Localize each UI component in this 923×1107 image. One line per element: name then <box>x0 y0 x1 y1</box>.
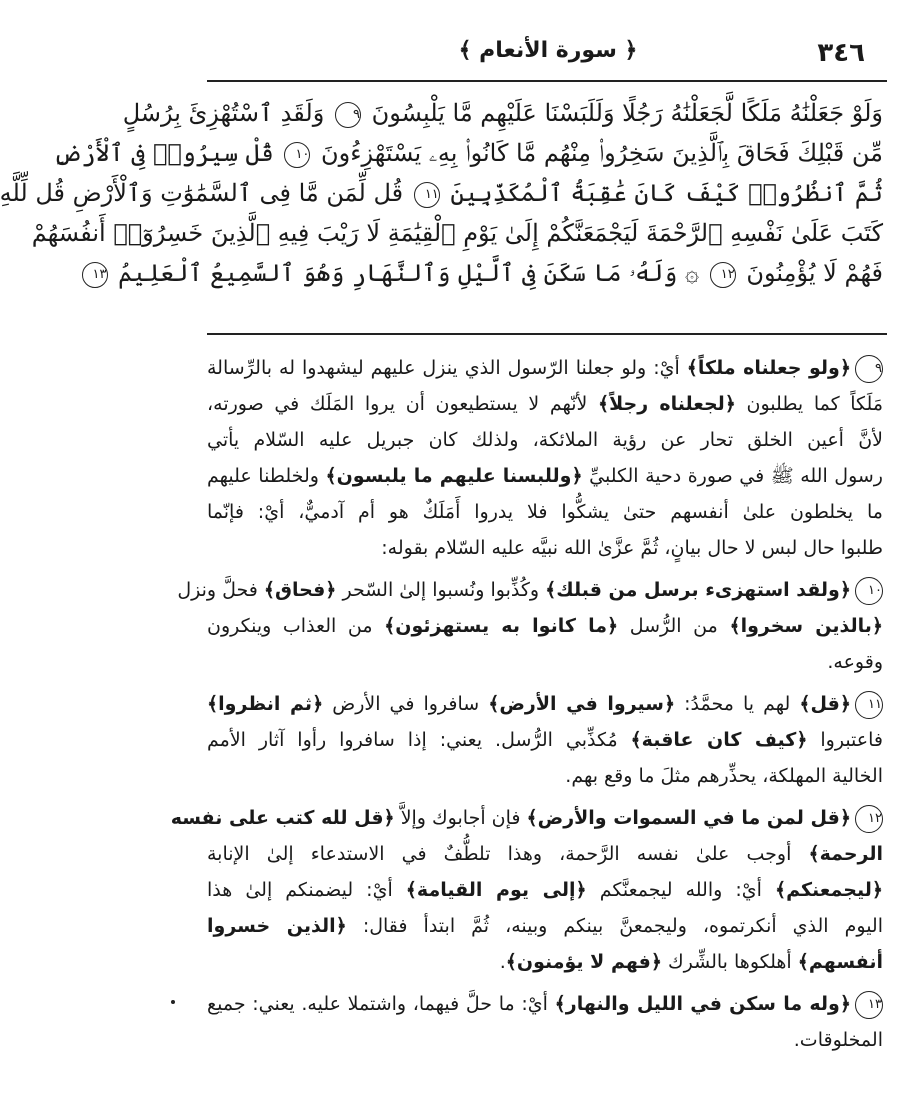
quoted-verse-phrase: ﴿فهم لا يؤمنون﴾ <box>505 951 662 973</box>
commentary-line <box>207 530 883 566</box>
quoted-verse-phrase: أنفسهم﴾ <box>797 951 883 973</box>
quran-text-segment: وَلَوْ جَعَلْنَٰهُ مَلَكًا لَّجَعَلْنَٰهُ رَجُلًا وَلَلَبَسْنَا عَلَيْهِم مَّا يَلْبِسُونَ <box>371 99 883 127</box>
quran-text-block <box>0 93 883 293</box>
commentary-text: الخالية المهلكة، يحذِّرهم مثلَ ما وقع بهم. <box>565 765 883 787</box>
commentary-line <box>207 644 883 680</box>
quran-text-segment: مِّن قَبْلِكَ فَحَاقَ بِٱلَّذِينَ سَخِرُوا۟ مِنْهُم مَّا كَانُوا۟ بِهِۦ يَسْتَهْزِءُونَ <box>321 139 883 167</box>
commentary-entry <box>177 572 884 680</box>
quoted-verse-phrase: ﴿إلى يوم القيامة﴾ <box>405 879 587 901</box>
verse-number-badge: ٩ <box>855 355 883 383</box>
commentary-text: فإن أجابوك وإلاَّ <box>394 807 527 829</box>
commentary-line <box>207 758 883 794</box>
commentary-line <box>207 686 883 722</box>
commentary-text: مَلَكاً كما يطلبون <box>735 393 884 415</box>
quran-line <box>31 213 883 253</box>
quoted-verse-phrase: ﴿وللبسنا عليهم ما يلبسون﴾ <box>325 465 583 487</box>
commentary-line <box>207 608 883 644</box>
section-divider <box>207 333 887 335</box>
commentary-line <box>207 944 883 980</box>
verse-number-marker: ١٢ <box>710 262 736 288</box>
commentary-text: لهم يا محمَّدُ: <box>675 693 800 715</box>
quran-line <box>122 93 883 133</box>
quoted-verse-phrase: ﴿كيف كان عاقبة﴾ <box>630 729 808 751</box>
quran-text-segment: فَهُمْ لَا يُؤْمِنُونَ <box>746 259 883 287</box>
commentary-text: . <box>499 951 506 973</box>
commentary-text: ولخلطنا عليهم <box>207 465 326 487</box>
commentary-line <box>207 722 883 758</box>
commentary-line <box>207 836 883 872</box>
quoted-verse-phrase: ﴿قل لله كتب على نفسه <box>170 807 395 829</box>
commentary-text: طلبوا حال لبس لا حال بيانٍ، ثُمَّ عزَّىٰ الله نبيَّه عليه السّلام بقوله: <box>381 537 883 559</box>
quoted-verse-phrase: ﴿الذين خسروا <box>207 915 347 937</box>
commentary-text: ما يخلطون علىٰ أنفسهم حتىٰ يشكُّوا فلا يدروا أَمَلَكٌ هو أم آدميٌّ، أيْ: فإنّما <box>207 501 883 523</box>
commentary-text: فاعتبروا <box>807 729 883 751</box>
quoted-verse-phrase: ﴿وله ما سكن في الليل والنهار﴾ <box>554 993 851 1015</box>
quoted-verse-phrase: ﴿قل﴾ <box>799 693 851 715</box>
commentary-text: أيْ: ليضمنكم إلىٰ هذا <box>207 879 406 901</box>
quoted-verse-phrase: ﴿قل لمن ما في السموات والأرض﴾ <box>526 807 851 829</box>
commentary-line <box>170 800 883 836</box>
commentary-text: مُكذِّبي الرُّسل. يعني: إذا سافروا رأوا آثار الأمم <box>207 729 631 751</box>
commentary-entry <box>207 350 883 566</box>
verse-number-badge: ١٣ <box>855 991 883 1019</box>
verse-number-marker: ١١ <box>414 182 440 208</box>
verse-number-marker: ٩ <box>335 102 361 128</box>
quoted-verse-phrase: الرحمة﴾ <box>808 843 883 865</box>
margin-dot <box>171 1000 175 1004</box>
quoted-verse-phrase: ﴿ولو جعلناه ملكاً﴾ <box>686 357 851 379</box>
commentary-entry <box>207 986 883 1058</box>
quoted-verse-phrase: ﴿فحاق﴾ <box>263 579 337 601</box>
commentary-line <box>207 494 883 530</box>
commentary-text: من العذاب وينكرون <box>207 615 385 637</box>
commentary-line <box>207 458 883 494</box>
verse-number-badge: ١٠ <box>855 577 883 605</box>
commentary-text: فحلَّ ونزل <box>177 579 264 601</box>
quran-text-segment: كَتَبَ عَلَىٰ نَفْسِهِ ٱلرَّحْمَةَ لَيَجْمَعَنَّكُمْ إِلَىٰ يَوْمِ ٱلْقِيَٰمَةِ لَا رَيْبَ فِيهِ ٱلَّذِينَ خَسِرُوٓا۟ أَنفُسَهُمْ <box>31 219 883 247</box>
commentary-line <box>207 386 883 422</box>
commentary-text: أيْ: ما حلَّ فيهما، واشتملا عليه. يعني: جميع <box>207 993 555 1015</box>
quran-line <box>53 133 883 173</box>
commentary-text: أوجب علىٰ نفسه الرَّحمة، وهذا تلطُّفٌ في الاستدعاء إلىٰ الإنابة <box>207 843 809 865</box>
verse-number-marker: ١٠ <box>284 142 310 168</box>
commentary-line <box>207 422 883 458</box>
quoted-verse-phrase: ﴿بالذين سخروا﴾ <box>729 615 884 637</box>
quran-line <box>0 173 883 213</box>
commentary-text: أهلكوها بالشِّرك <box>661 951 798 973</box>
quoted-verse-phrase: ﴿ثم انظروا﴾ <box>207 693 324 715</box>
commentary-line <box>207 1022 883 1058</box>
commentary-line <box>207 986 883 1022</box>
page-number: ٣٤٦ <box>817 38 865 68</box>
verse-number-badge: ١١ <box>855 691 883 719</box>
quran-line <box>92 253 883 293</box>
commentary-text: لأنّهم لا يستطيعون أن يروا المَلَك في صورته، <box>207 393 598 415</box>
commentary-text: لأنَّ أعين الخلق تحار عن رؤية الملائكة، ولذلك كان جبريل عليه السّلام يأتي <box>207 429 883 451</box>
verse-number-marker: ١٣ <box>82 262 108 288</box>
quran-text-segment: قُل لِّمَن مَّا فِى ٱلسَّمَٰوَٰتِ وَٱلْأَرْضِ قُل لِّلَّهِ <box>0 179 404 207</box>
commentary-line <box>177 572 883 608</box>
commentary-block <box>170 350 884 1064</box>
commentary-text: وقوعه. <box>827 651 883 673</box>
quoted-verse-phrase: ﴿لجعلناه رجلاً﴾ <box>597 393 736 415</box>
verse-number-badge: ١٢ <box>855 805 883 833</box>
commentary-text: المخلوقات. <box>793 1029 883 1051</box>
commentary-text: وكُذِّبوا ونُسبوا إلىٰ السّحر <box>336 579 546 601</box>
commentary-text: من الرُّسل <box>618 615 730 637</box>
quoted-verse-phrase: ﴿ولقد استهزىء برسل من قبلك﴾ <box>545 579 851 601</box>
header-divider <box>207 80 887 82</box>
commentary-line <box>207 908 883 944</box>
surah-title: ﴿ سورة الأنعام ﴾ <box>458 38 638 63</box>
page-header <box>213 30 883 80</box>
commentary-text: أيْ: ولو جعلنا الرّسول الذي ينزل عليهم ليشهدوا له بالرِّسالة <box>207 357 687 379</box>
quran-text-segment: قُلْ سِيرُوا۟ فِى ٱلْأَرْضِ <box>53 139 274 167</box>
commentary-line <box>207 872 883 908</box>
commentary-text: أيْ: والله ليجمعنَّكم <box>586 879 775 901</box>
quran-text-segment: وَلَقَدِ ٱسْتُهْزِئَ بِرُسُلٍ <box>122 99 325 127</box>
quoted-verse-phrase: ﴿سيروا في الأرض﴾ <box>488 693 676 715</box>
quoted-verse-phrase: ﴿ليجمعنكم﴾ <box>774 879 883 901</box>
quran-text-segment: ثُمَّ ٱنظُرُوا۟ كَيْفَ كَانَ عَٰقِبَةُ ٱلْمُكَذِّبِينَ <box>450 179 883 207</box>
commentary-text: سافروا في الأرض <box>323 693 489 715</box>
commentary-line <box>207 350 883 386</box>
commentary-text: رسول الله ﷺ في صورة دحية الكلبيِّ <box>582 465 883 487</box>
quoted-verse-phrase: ﴿ما كانوا به يستهزئون﴾ <box>384 615 619 637</box>
quran-text-segment: ۞ وَلَهُۥ مَا سَكَنَ فِى ٱلَّيْلِ وَٱلنَّهَارِ وَهُوَ ٱلسَّمِيعُ ٱلْعَلِيمُ <box>118 259 700 287</box>
commentary-entry <box>207 686 883 794</box>
commentary-entry <box>170 800 883 980</box>
commentary-text: اليوم الذي أنكرتموه، وليجمعنَّ بينكم وبينه، ثُمَّ ابتدأ فقال: <box>346 915 883 937</box>
